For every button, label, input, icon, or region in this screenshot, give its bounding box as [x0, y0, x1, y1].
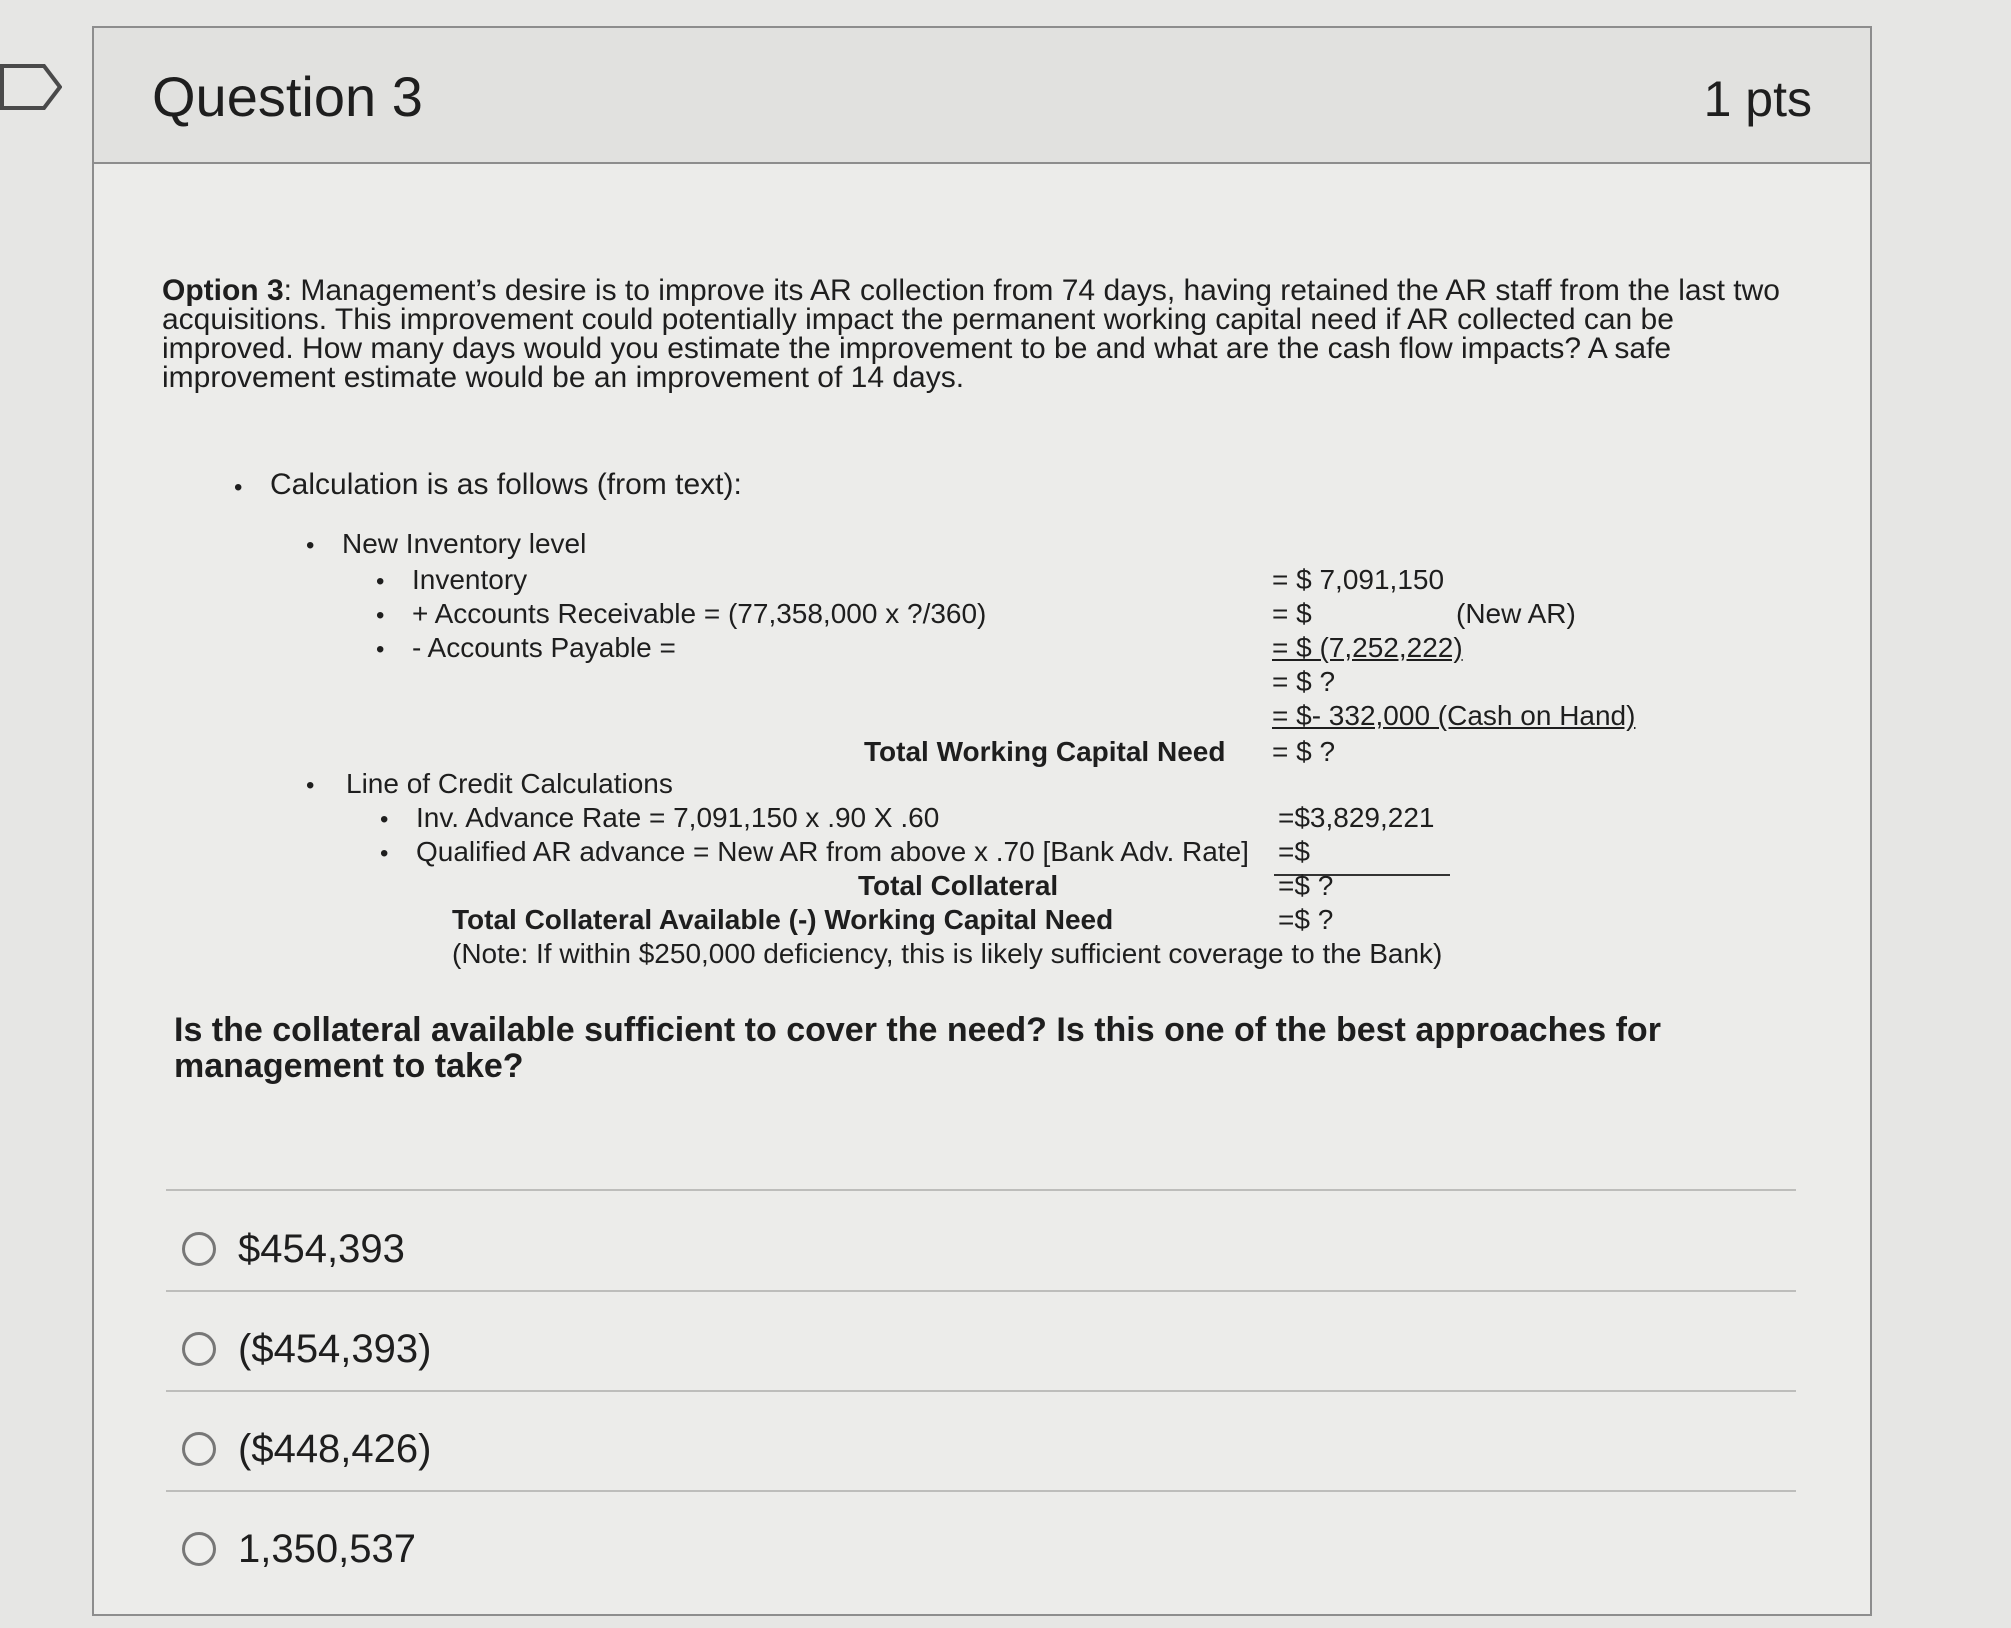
answer-option-2[interactable]	[182, 1324, 431, 1374]
bullet-icon: •	[234, 474, 243, 501]
answer-divider	[166, 1189, 1796, 1191]
total-wc-value: = $ ?	[1272, 736, 1336, 767]
inventory-value: = $ 7,091,150	[1272, 564, 1445, 595]
answer-label: ($454,393)	[238, 1326, 432, 1371]
answer-option-1[interactable]	[182, 1224, 405, 1274]
answer-label: 1,350,537	[238, 1526, 416, 1571]
bullet-icon: •	[380, 840, 389, 867]
bullet-icon: •	[376, 568, 385, 595]
radio-button-icon[interactable]	[182, 1232, 216, 1266]
inventory-heading: New Inventory level	[342, 528, 587, 559]
ar-value: = $	[1272, 598, 1312, 629]
ar-advance-value: =$	[1278, 836, 1310, 867]
question-title: Question 3	[152, 65, 423, 128]
collateral-available-label: Total Collateral Available (-) Working Capital Need	[452, 904, 1114, 935]
total-collateral-value: =$ ?	[1278, 870, 1334, 901]
option-label: Option 3	[162, 274, 284, 307]
bullet-icon: •	[306, 532, 315, 559]
collateral-available-value: =$ ?	[1278, 904, 1334, 935]
answer-option-4[interactable]	[182, 1524, 416, 1574]
ar-advance-label: Qualified AR advance = New AR from above x .70 [Bank Adv. Rate]	[416, 836, 1249, 867]
answer-divider	[166, 1290, 1796, 1292]
question-header	[94, 28, 1870, 164]
radio-button-icon[interactable]	[182, 1432, 216, 1466]
bullet-icon: •	[306, 772, 315, 799]
question-body	[94, 162, 1870, 1614]
bookmark-flag-icon[interactable]	[0, 62, 62, 112]
cash-on-hand-value: = $- 332,000 (Cash on Hand)	[1272, 700, 1636, 731]
coverage-note: (Note: If within $250,000 deficiency, this is likely sufficient coverage to the Bank)	[452, 938, 1443, 969]
total-collateral-label: Total Collateral	[858, 870, 1059, 901]
ar-label: + Accounts Receivable = (77,358,000 x ?/360)	[412, 598, 987, 629]
calc-heading: Calculation is as follows (from text):	[270, 468, 742, 501]
question-intro	[162, 276, 1802, 392]
inv-advance-label: Inv. Advance Rate = 7,091,150 x .90 X .60	[416, 802, 940, 833]
bullet-icon: •	[380, 806, 389, 833]
bullet-icon: •	[376, 636, 385, 663]
bullet-icon: •	[376, 602, 385, 629]
ar-note: (New AR)	[1456, 598, 1576, 629]
intro-text: : Management’s desire is to improve its AR collection from 74 days, having retained the AR staff from the last two acquisitions. This improvement could potentially impact the permanent working capital need if AR collected can be improved. How many days would you estimate the improvement to be and what are the cash flow impacts? A safe improvement estimate would be an improvement of 14 days.	[162, 274, 1780, 394]
answer-divider	[166, 1490, 1796, 1492]
ap-value: = $ (7,252,222)	[1272, 632, 1463, 663]
total-wc-label: Total Working Capital Need	[864, 736, 1226, 767]
credit-heading: Line of Credit Calculations	[346, 768, 673, 799]
radio-button-icon[interactable]	[182, 1332, 216, 1366]
ap-label: - Accounts Payable =	[412, 632, 676, 663]
inventory-label: Inventory	[412, 564, 528, 595]
question-card	[92, 26, 1872, 1616]
answer-label: ($448,426)	[238, 1426, 432, 1471]
answer-label: $454,393	[238, 1226, 405, 1271]
subtotal-value: = $ ?	[1272, 666, 1336, 697]
question-points: 1 pts	[1703, 71, 1812, 127]
answer-divider	[166, 1390, 1796, 1392]
question-prompt: Is the collateral available sufficient to cover the need? Is this one of the best approaches for management to take?	[174, 1011, 1661, 1085]
inv-advance-value: =$3,829,221	[1278, 802, 1435, 833]
radio-button-icon[interactable]	[182, 1532, 216, 1566]
answer-option-3[interactable]	[182, 1424, 431, 1474]
